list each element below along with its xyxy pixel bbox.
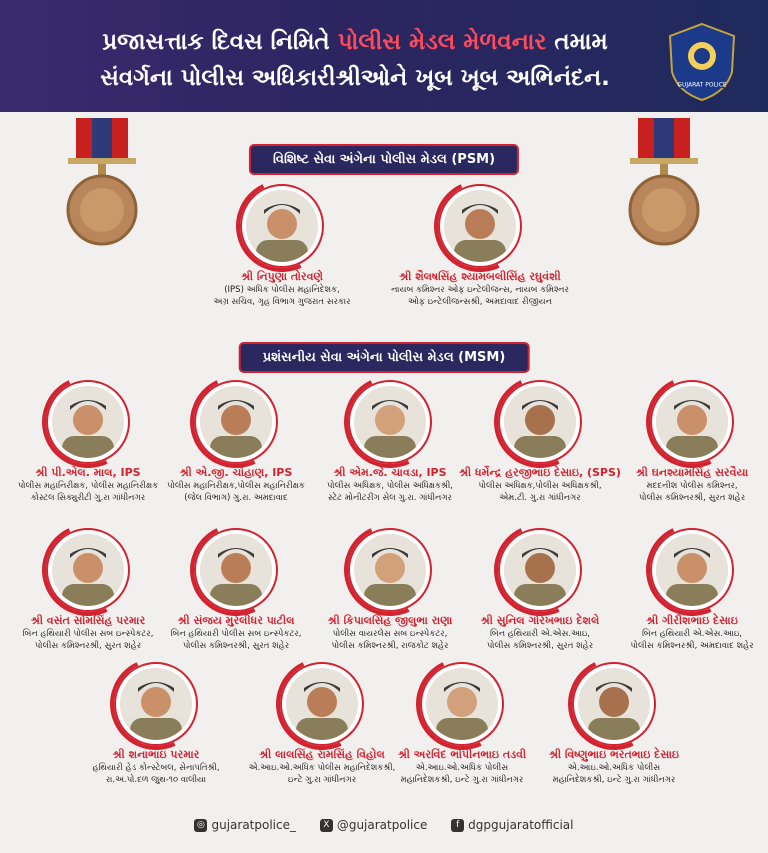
x-link[interactable] <box>320 818 428 832</box>
person-desc-line1: બિન હથિયારી પોલીસ સબ ઇન્સ્પેકટર, <box>170 629 302 639</box>
person-desc-line1: પોલીસ મહાનિરીક્ષક, પોલીસ મહાનિરીક્ષક <box>17 481 159 491</box>
badge-text: GUJARAT POLICE <box>677 81 727 89</box>
person-desc-line2: સ્ટેટ મોનીટરીંગ સેલ ગુ.રા. ગાંધીનગર <box>328 493 452 503</box>
person-portrait-icon <box>426 668 498 740</box>
person-card <box>514 662 714 786</box>
person-desc-line1: એ.આઇ.ઓ.અધિક પોલીસ મહાનિદેશકશ્રી, <box>248 763 396 773</box>
person-name: શ્રી ધર્મેન્દ્ર હરજીભાઇ દેસાઇ, (SPS) <box>459 466 621 479</box>
person-portrait-icon <box>354 534 426 606</box>
person-desc-line1: બિન હથિયારી એ.એસ.આઇ, <box>641 629 743 639</box>
x-icon: X <box>320 819 333 832</box>
person-photo <box>114 662 198 746</box>
person-portrait-icon <box>354 386 426 458</box>
person-portrait-icon <box>504 534 576 606</box>
person-desc-line2: અગ્ર સચિવ, ગૃહ વિભાગ ગુજરાત સરકાર <box>213 297 351 307</box>
person-name: શ્રી ઘનશ્યામસિંહ સરવૈયા <box>635 466 749 479</box>
person-photo <box>572 662 656 746</box>
person-desc-line1: નાયબ કમિશ્નર ઓફ ઇન્ટેલીજન્સ, નાયબ કમિશ્નર <box>391 285 569 295</box>
facebook-icon: f <box>451 819 464 832</box>
person-photo <box>194 528 278 612</box>
person-card <box>592 528 768 652</box>
section-title-psm: વિશિષ્ટ સેવા અંગેના પોલીસ મેડલ (PSM) <box>251 146 517 173</box>
person-name: શ્રી શનાભાઇ પરમાર <box>112 748 200 761</box>
banner-title <box>60 24 650 96</box>
person-photo <box>650 380 734 464</box>
person-desc-line1: હથિયારી હેડ કોન્સ્ટેબલ, સેનાપતિશ્રી, <box>92 763 220 773</box>
person-photo <box>498 380 582 464</box>
person-desc-line2: પોલીસ કમિશ્નરશ્રી, સુરત શહેર <box>34 641 142 651</box>
person-photo <box>650 528 734 612</box>
person-desc-line2: કોસ્ટલ સિક્યુરીટી ગુ.રા ગાંધીનગર <box>30 493 146 503</box>
banner-line2: સંવર્ગના પોલીસ અધિકારીશ્રીઓને ખૂબ ખૂબ અભિનંદન. <box>100 65 610 91</box>
person-desc-line1: બિન હથિયારી એ.એસ.આઇ, <box>489 629 591 639</box>
person-desc-line2: પોલીસ કમિશ્નરશ્રી, રાજકોટ શહેર <box>331 641 449 651</box>
person-name: શ્રી એમ.જે. ચાવડા, IPS <box>333 466 447 479</box>
person-card <box>380 184 580 308</box>
person-desc-line2: ઓફ ઇન્ટેલીજન્સશ્રી, અમદાવાદ રીજીયન <box>408 297 552 307</box>
person-photo <box>498 528 582 612</box>
person-card <box>592 380 768 504</box>
person-portrait-icon <box>200 386 272 458</box>
police-medal-icon-left <box>62 118 142 248</box>
person-portrait-icon <box>52 534 124 606</box>
person-name: શ્રી વસંત સોમસિંહ પરમાર <box>30 614 146 627</box>
person-name: શ્રી પી.એલ. માલ, IPS <box>35 466 141 479</box>
x-handle: @gujaratpolice <box>336 818 428 832</box>
person-desc-line2: પોલીસ કમિશ્નરશ્રી, અમદાવાદ શહેર <box>630 641 754 651</box>
person-photo <box>46 528 130 612</box>
footer-social <box>0 818 768 832</box>
person-desc-line1: પોલીસ વાયરલેસ સબ ઇન્સ્પેકટર, <box>332 629 448 639</box>
person-photo <box>280 662 364 746</box>
person-desc-line1: એ.આઇ.ઓ.અધિક પોલીસ <box>567 763 661 773</box>
person-desc-line1: બિન હથિયારી પોલીસ સબ ઇન્સ્પેકટર, <box>22 629 154 639</box>
instagram-link[interactable] <box>194 818 296 832</box>
instagram-handle: gujaratpolice_ <box>211 818 296 832</box>
person-desc-line1: (IPS) અધિક પોલીસ મહાનિદેશક, <box>224 285 340 295</box>
person-desc-line2: પોલીસ કમિશ્નરશ્રી, સુરત શહેર <box>486 641 594 651</box>
person-photo <box>348 380 432 464</box>
banner-line1-a: પ્રજાસત્તાક દિવસ નિમિતે <box>102 29 338 55</box>
person-portrait-icon <box>52 386 124 458</box>
person-portrait-icon <box>656 534 728 606</box>
person-name: શ્રી લાલસિંહ રામસિંહ વિહોલ <box>259 748 385 761</box>
person-name: શ્રી એ.જી. ચૌહાણ, IPS <box>179 466 293 479</box>
person-name: શ્રી નિપુણા તોરવણે <box>240 270 324 283</box>
instagram-icon: ◎ <box>194 819 207 832</box>
person-card <box>182 184 382 308</box>
banner-line1-b: તમામ <box>546 29 608 55</box>
person-portrait-icon <box>656 386 728 458</box>
banner-line1-highlight: પોલીસ મેડલ મેળવનાર <box>337 29 547 55</box>
person-photo <box>240 184 324 268</box>
person-name: શ્રી શૈલષસિંહ શ્યામબલીસિંહ રઘુવંશી <box>399 270 561 283</box>
person-photo <box>420 662 504 746</box>
person-portrait-icon <box>444 190 516 262</box>
facebook-handle: dgpgujaratofficial <box>468 818 574 832</box>
person-portrait-icon <box>578 668 650 740</box>
person-desc-line2: રા.અ.પો.દળ જુથ-૧૦ વાલીયા <box>105 775 207 785</box>
person-desc-line1: મદદનીશ પોલીસ કમિશ્નર, <box>646 481 738 491</box>
person-desc-line2: મહાનિદેશકશ્રી, ઇન્ટે ગુ.રા ગાંધીનગર <box>552 775 676 785</box>
person-desc-line2: (જેલ વિભાગ) ગુ.રા. અમદાવાદ <box>184 493 288 503</box>
person-photo <box>348 528 432 612</box>
person-photo <box>438 184 522 268</box>
person-photo <box>194 380 278 464</box>
section-title-msm: પ્રશંસનીય સેવા અંગેના પોલીસ મેડલ (MSM) <box>241 344 528 371</box>
person-name: શ્રી સુનિલ ગોરખભાઇ દેશલે <box>480 614 600 627</box>
facebook-link[interactable] <box>451 818 573 832</box>
person-portrait-icon <box>120 668 192 740</box>
person-desc-line1: એ.આઇ.ઓ.અધિક પોલીસ <box>415 763 509 773</box>
person-portrait-icon <box>246 190 318 262</box>
person-photo <box>46 380 130 464</box>
person-desc-line2: ઇન્ટે ગુ.રા ગાંધીનગર <box>287 775 357 785</box>
person-portrait-icon <box>200 534 272 606</box>
person-desc-line1: પોલીસ મહાનિરીક્ષક,પોલીસ મહાનિરીક્ષક <box>167 481 305 491</box>
person-desc-line2: મહાનિદેશકશ્રી, ઇન્ટે ગુ.રા ગાંધીનગર <box>400 775 524 785</box>
person-name: શ્રી કિપાલસિંહ જીલુભા રાણા <box>327 614 453 627</box>
person-desc-line2: પોલીસ કમિશ્નરશ્રી, સુરત શહેર <box>182 641 290 651</box>
header-banner <box>0 0 768 112</box>
person-name: શ્રી ગીરીશભાઇ દેસાઇ <box>646 614 738 627</box>
person-portrait-icon <box>286 668 358 740</box>
person-portrait-icon <box>504 386 576 458</box>
person-desc-line2: એમ.ટી. ગુ.રા ગાંધીનગર <box>499 493 581 503</box>
person-name: શ્રી વિષ્ણુભાઇ ભરતભાઇ દેસાઇ <box>548 748 679 761</box>
person-desc-line2: પોલીસ કમિશ્નરશ્રી, સુરત શહેર <box>638 493 746 503</box>
person-desc-line1: પોલીસ અધિક્ષક, પોલીસ અધિક્ષકશ્રી, <box>327 481 453 491</box>
police-medal-icon-right <box>624 118 704 248</box>
person-desc-line1: પોલીસ અધિક્ષક,પોલીસ અધિક્ષકશ્રી, <box>478 481 602 491</box>
person-name: શ્રી સંજય મુરલીધર પાટીલ <box>177 614 295 627</box>
gujarat-police-badge-icon <box>666 22 738 102</box>
person-name: શ્રી અરવિંદ ભોપીનભાઇ તડવી <box>397 748 527 761</box>
